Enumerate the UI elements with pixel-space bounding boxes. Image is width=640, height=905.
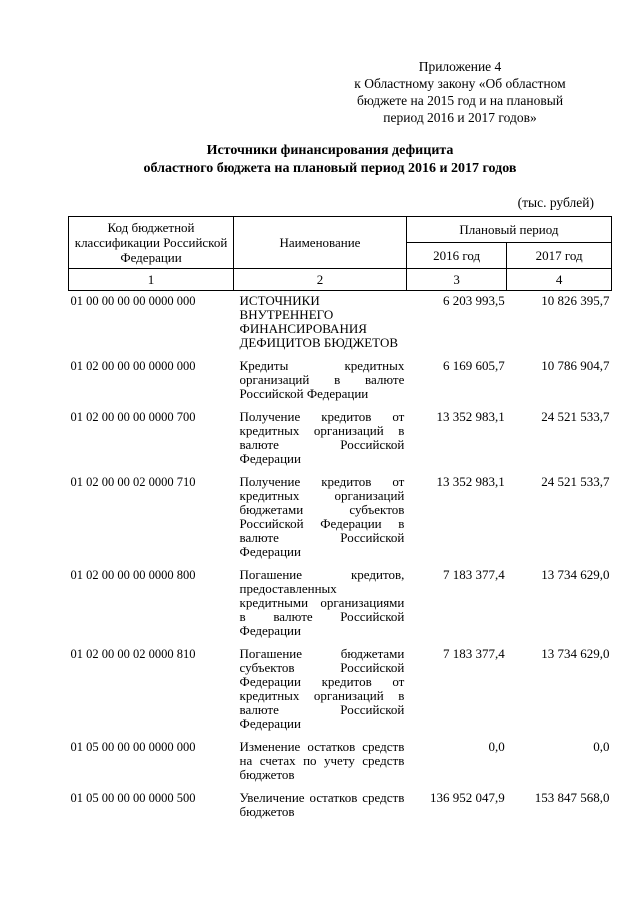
row-value-2016: 6 203 993,5 (443, 293, 505, 308)
appendix-line: бюджете на 2015 год и на плановый (356, 93, 564, 108)
row-name: Погашение кредитов, предоставленных кредитными организациями в валюте Российской Федерации (239, 567, 405, 638)
row-value-2016: 0,0 (488, 739, 505, 754)
row-value-2016: 136 952 047,9 (430, 790, 505, 805)
row-code: 01 02 00 00 00 0000 700 (70, 410, 196, 424)
col-number: 1 (69, 269, 234, 291)
row-code: 01 02 00 00 02 0000 810 (70, 647, 196, 661)
table-row (69, 565, 612, 644)
header-code: Код бюджетной классификации Российской Федерации (69, 217, 234, 269)
row-value-2017: 10 786 904,7 (541, 358, 610, 373)
financing-sources-table (68, 216, 612, 825)
row-code: 01 02 00 00 00 0000 800 (70, 568, 196, 582)
row-name: Получение кредитов от кредитных организаций в валюте Российской Федерации (239, 409, 405, 466)
row-value-2017: 153 847 568,0 (534, 790, 610, 805)
table-row (69, 788, 612, 825)
header-2016: 2016 год (406, 243, 506, 269)
row-value-2017: 13 734 629,0 (541, 646, 610, 661)
row-name: ИСТОЧНИКИ ВНУТРЕННЕГО ФИНАНСИРОВАНИЯ ДЕФИЦИТОВ БЮДЖЕТОВ (239, 293, 399, 350)
row-code: 01 05 00 00 00 0000 000 (70, 740, 196, 754)
row-name: Получение кредитов от кредитных организаций бюджетами субъектов Российской Федерации в валюте Российской Федерации (239, 474, 405, 559)
row-value-2017: 10 826 395,7 (541, 293, 610, 308)
table-row (69, 407, 612, 472)
row-value-2017: 13 734 629,0 (541, 567, 610, 582)
row-code: 01 02 00 00 02 0000 710 (70, 475, 196, 489)
header-period: Плановый период (406, 217, 611, 243)
row-value-2016: 7 183 377,4 (443, 567, 505, 582)
col-number: 4 (507, 269, 612, 291)
table-row (69, 737, 612, 788)
appendix-line: Приложение 4 (418, 59, 502, 74)
title-line-1: Источники финансирования дефицита (206, 143, 454, 158)
row-code: 01 02 00 00 00 0000 000 (70, 359, 196, 373)
col-number: 2 (234, 269, 407, 291)
table-row (69, 356, 612, 407)
row-code: 01 05 00 00 00 0000 500 (70, 791, 196, 805)
table-row (69, 291, 612, 357)
row-name: Изменение остатков средств на счетах по учету средств бюджетов (239, 739, 405, 782)
col-number: 3 (406, 269, 506, 291)
row-value-2017: 24 521 533,7 (541, 474, 610, 489)
header-name: Наименование (234, 217, 407, 269)
units-label: (тыс. рублей) (517, 195, 594, 210)
header-2017: 2017 год (507, 243, 612, 269)
appendix-note (330, 58, 590, 126)
row-value-2016: 6 169 605,7 (443, 358, 505, 373)
row-name: Погашение бюджетами субъектов Российской Федерации кредитов от кредитных организаций в валюте Российской Федерации (239, 646, 405, 731)
row-value-2017: 24 521 533,7 (541, 409, 610, 424)
row-value-2016: 13 352 983,1 (436, 474, 505, 489)
table-row (69, 644, 612, 737)
row-name: Кредиты кредитных организаций в валюте Российской Федерации (239, 358, 405, 401)
document-title (60, 142, 600, 178)
row-value-2016: 7 183 377,4 (443, 646, 505, 661)
appendix-line: период 2016 и 2017 годов» (383, 110, 537, 125)
row-value-2017: 0,0 (593, 739, 610, 754)
row-name: Увеличение остатков средств бюджетов (239, 790, 405, 819)
title-line-2: областного бюджета на плановый период 2016 и 2017 годов (143, 161, 517, 176)
table-row (69, 472, 612, 565)
appendix-line: к Областному закону «Об областном (354, 76, 566, 91)
row-value-2016: 13 352 983,1 (436, 409, 505, 424)
row-code: 01 00 00 00 00 0000 000 (70, 294, 196, 308)
